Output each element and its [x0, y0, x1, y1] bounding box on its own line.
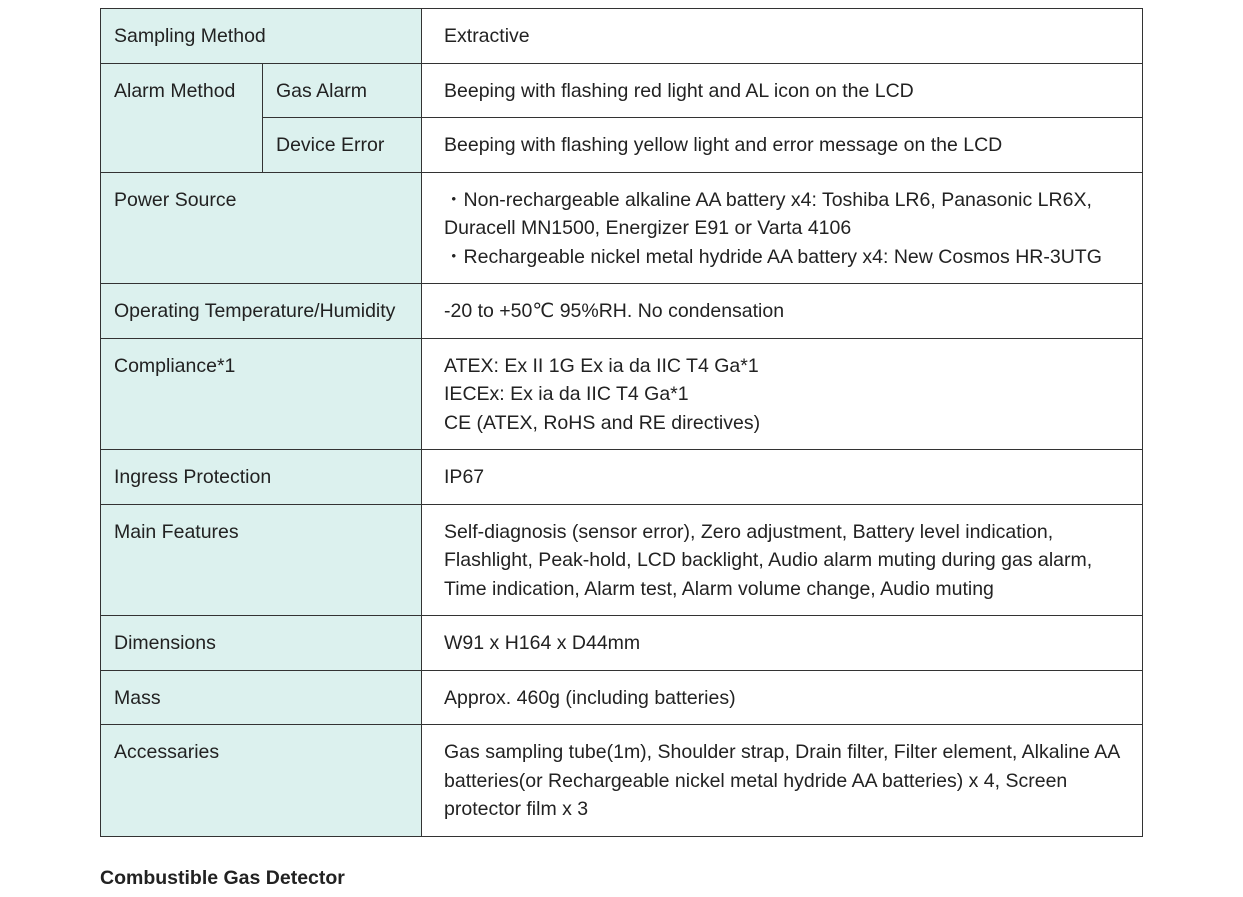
- alarm-method-label: Alarm Method: [101, 63, 263, 172]
- accessaries-value: Gas sampling tube(1m), Shoulder strap, Drain filter, Filter element, Alkaline AA batteries(or Rechargeable nickel metal hydride AA batteries) x 4, Screen protector film x 3: [422, 725, 1143, 837]
- main-features-label: Main Features: [101, 504, 422, 616]
- table-row-mass: [101, 670, 1143, 725]
- table-row-gas-alarm: [101, 63, 1143, 118]
- power-source-line: ・Rechargeable nickel metal hydride AA battery x4: New Cosmos HR-3UTG: [444, 245, 1102, 268]
- operating-temperature-value: -20 to +50℃ 95%RH. No condensation: [422, 284, 1143, 339]
- dimensions-label: Dimensions: [101, 616, 422, 671]
- ingress-protection-value: IP67: [422, 450, 1143, 505]
- table-row-ingress-protection: [101, 450, 1143, 505]
- sampling-method-label: Sampling Method: [101, 9, 422, 64]
- power-source-label: Power Source: [101, 172, 422, 284]
- power-source-line: ・Non-rechargeable alkaline AA battery x4: Toshiba LR6, Panasonic LR6X, Duracell MN1500, Energizer E91 or Varta 4106: [444, 188, 1092, 239]
- mass-value: Approx. 460g (including batteries): [422, 670, 1143, 725]
- accessaries-label: Accessaries: [101, 725, 422, 837]
- compliance-line: IECEx: Ex ia da IIC T4 Ga*1: [444, 383, 689, 405]
- sampling-method-value: Extractive: [422, 9, 1143, 64]
- compliance-line: ATEX: Ex II 1G Ex ia da IIC T4 Ga*1: [444, 354, 759, 377]
- device-error-value: Beeping with flashing yellow light and error message on the LCD: [422, 118, 1143, 173]
- mass-label: Mass: [101, 670, 422, 725]
- table-row-power-source: [101, 172, 1143, 284]
- section-heading: Combustible Gas Detector: [100, 867, 345, 889]
- table-row-main-features: [101, 504, 1143, 616]
- operating-temperature-label: Operating Temperature/Humidity: [101, 284, 422, 339]
- table-row-dimensions: [101, 616, 1143, 671]
- ingress-protection-label: Ingress Protection: [101, 450, 422, 505]
- gas-alarm-value: Beeping with flashing red light and AL icon on the LCD: [422, 63, 1143, 118]
- dimensions-value: W91 x H164 x D44mm: [422, 616, 1143, 671]
- table-row-operating-temperature: [101, 284, 1143, 339]
- power-source-value: [422, 172, 1143, 284]
- table-row-accessaries: [101, 725, 1143, 837]
- compliance-label: Compliance*1: [101, 338, 422, 450]
- compliance-value: [422, 338, 1143, 450]
- specifications-table: [100, 8, 1143, 837]
- gas-alarm-label: Gas Alarm: [263, 63, 422, 118]
- table-row-compliance: [101, 338, 1143, 450]
- main-features-value: Self-diagnosis (sensor error), Zero adjustment, Battery level indication, Flashlight, Peak-hold, LCD backlight, Audio alarm muting during gas alarm, Time indication, Alarm test, Alarm volume change, Audio muting: [422, 504, 1143, 616]
- device-error-label: Device Error: [263, 118, 422, 173]
- table-row-sampling-method: [101, 9, 1143, 64]
- compliance-line: CE (ATEX, RoHS and RE directives): [444, 411, 761, 434]
